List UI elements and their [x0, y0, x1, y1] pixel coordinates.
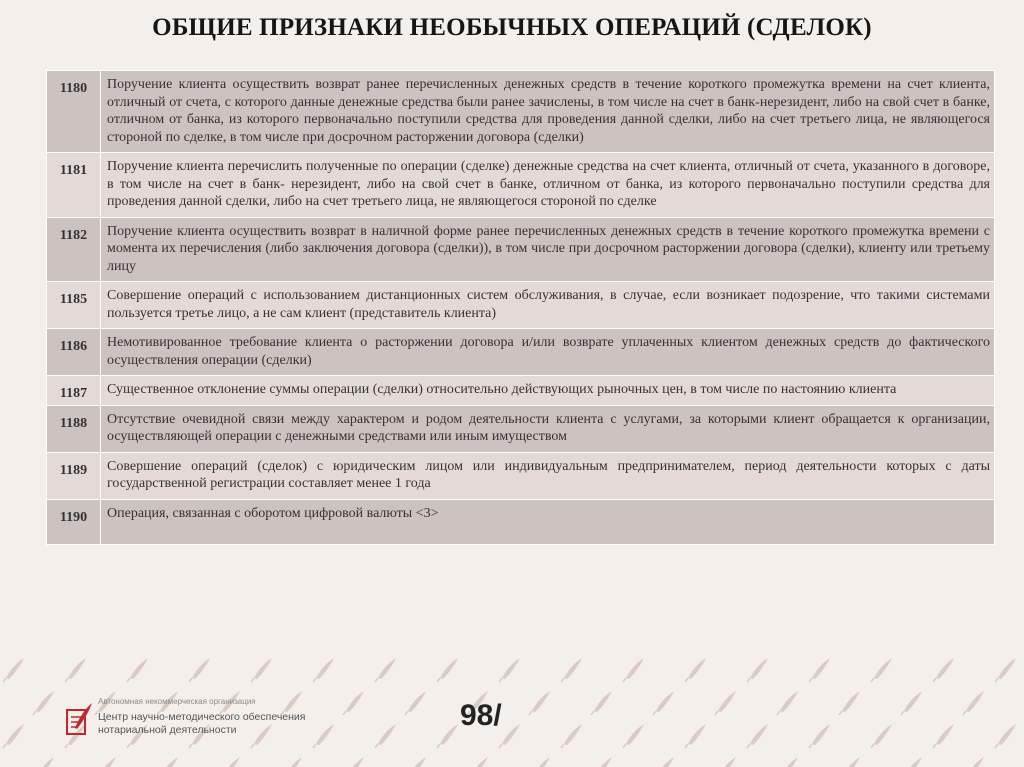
quill-pen-icon — [343, 757, 364, 767]
quill-pen-icon — [3, 658, 24, 682]
quill-pen-icon — [375, 658, 396, 682]
quill-pen-icon — [653, 757, 674, 767]
quill-pen-icon — [281, 757, 302, 767]
quill-pen-icon — [963, 691, 984, 715]
quill-pen-icon — [871, 658, 892, 682]
quill-pen-icon — [437, 658, 458, 682]
quill-pen-icon — [653, 691, 674, 715]
quill-pen-icon — [963, 757, 984, 767]
operation-description: Существенное отклонение суммы операции (сделки) относительно действующих рыночных цен, в том числе по настоянию клиента — [101, 376, 995, 406]
operation-code: 1185 — [47, 282, 101, 329]
page-title: ОБЩИЕ ПРИЗНАКИ НЕОБЫЧНЫХ ОПЕРАЦИЙ (СДЕЛОК) — [152, 14, 872, 41]
operation-code: 1181 — [47, 153, 101, 218]
operation-description: Операция, связанная с оборотом цифровой валюты <3> — [101, 499, 995, 544]
quill-pen-icon — [251, 658, 272, 682]
quill-pen-icon — [157, 757, 178, 767]
quill-pen-icon — [623, 658, 644, 682]
notary-document-quill-icon — [65, 702, 93, 736]
operation-description: Совершение операций (сделок) с юридическим лицом или индивидуальным предпринимателем, период деятельности которых с даты государственной регистрации составляет менее 1 года — [101, 452, 995, 499]
operation-description: Немотивированное требование клиента о расторжении договора и/или возврате уплаченных клиентом денежных средств до фактического осуществления операции (сделки) — [101, 329, 995, 376]
quill-pen-icon — [995, 724, 1016, 748]
quill-pen-icon — [33, 691, 54, 715]
operation-description: Отсутствие очевидной связи между характером и родом деятельности клиента с услугами, за которыми клиент обращается к организации, осуществляющей операции с денежными средствами или иным имуществом — [101, 405, 995, 452]
table-row — [47, 376, 995, 406]
page-number: 98/ — [460, 699, 502, 732]
operation-code: 1188 — [47, 405, 101, 452]
operation-code: 1180 — [47, 71, 101, 153]
table-row — [47, 452, 995, 499]
quill-pen-icon — [995, 658, 1016, 682]
quill-pen-icon — [591, 757, 612, 767]
quill-pen-icon — [715, 691, 736, 715]
quill-pen-icon — [189, 658, 210, 682]
operation-code: 1190 — [47, 499, 101, 544]
quill-pen-icon — [901, 691, 922, 715]
table-row — [47, 71, 995, 153]
quill-pen-icon — [499, 724, 520, 748]
quill-pen-icon — [467, 757, 488, 767]
organization-type: Автономная некоммерческая организация — [98, 697, 256, 706]
quill-pen-icon — [127, 658, 148, 682]
quill-pen-icon — [933, 658, 954, 682]
operation-code: 1189 — [47, 452, 101, 499]
quill-pen-icon — [715, 757, 736, 767]
operation-description: Поручение клиента перечислить полученные по операции (сделке) денежные средства на счет клиента, отличный от счета, указанного в договоре, в том числе на счет в банк- нерезидент, либо на свой счет в банке, отличном от банка, из которого первоначально поступили средства для проведения данной сделки, либо на счет третьего лица, не являющегося стороной по сделке — [101, 153, 995, 218]
quill-pen-icon — [933, 724, 954, 748]
operation-description: Поручение клиента осуществить возврат ранее перечисленных денежных средств в течение короткого промежутка времени на счет клиента, отличный от счета, с которого данные денежные средства были ранее зачислены, в том числе на счет в банк-нерезидент, либо на свой счет в банке, отличном от банка, из которого первоначально поступили средства для проведения данной сделки, либо на счет третьего лица, не являющегося стороной по сделке, в том числе при досрочном расторжении договора (сделки) — [101, 71, 995, 153]
table-row — [47, 282, 995, 329]
quill-pen-icon — [685, 658, 706, 682]
quill-pen-icon — [437, 724, 458, 748]
quill-pen-icon — [747, 724, 768, 748]
organization-logo — [65, 694, 365, 742]
quill-pen-icon — [561, 658, 582, 682]
quill-pen-icon — [529, 757, 550, 767]
quill-pen-icon — [871, 724, 892, 748]
quill-pen-icon — [405, 757, 426, 767]
quill-pen-icon — [623, 724, 644, 748]
table-row — [47, 329, 995, 376]
organization-name-line2: нотариальной деятельности — [98, 723, 237, 736]
quill-pen-icon — [685, 724, 706, 748]
operation-description: Поручение клиента осуществить возврат в наличной форме ранее перечисленных денежных средств в течение короткого промежутка времени с момента их перечисления (либо заключения договора (сделки)), в том числе при досрочном расторжении договора (сделки), клиенту или третьему лицу — [101, 217, 995, 282]
table-row — [47, 153, 995, 218]
quill-pen-icon — [561, 724, 582, 748]
unusual-operations-table — [46, 70, 995, 545]
quill-pen-icon — [529, 691, 550, 715]
quill-pen-icon — [499, 658, 520, 682]
quill-pen-icon — [95, 757, 116, 767]
quill-pen-icon — [777, 757, 798, 767]
quill-pen-icon — [313, 658, 334, 682]
quill-pen-icon — [375, 724, 396, 748]
quill-pen-icon — [3, 724, 24, 748]
quill-pen-icon — [591, 691, 612, 715]
quill-pen-icon — [839, 691, 860, 715]
quill-pen-icon — [219, 757, 240, 767]
quill-pen-icon — [809, 658, 830, 682]
organization-name-line1: Центр научно-методического обеспечения — [98, 711, 306, 723]
quill-pen-icon — [901, 757, 922, 767]
operation-description: Совершение операций с использованием дистанционных систем обслуживания, в случае, если возникает подозрение, что такими системами пользуется третье лицо, а не сам клиент (представитель клиента) — [101, 282, 995, 329]
quill-pen-icon — [33, 757, 54, 767]
operation-code: 1187 — [47, 376, 101, 406]
table-row — [47, 217, 995, 282]
quill-pen-icon — [839, 757, 860, 767]
table-row — [47, 405, 995, 452]
table-row — [47, 499, 995, 544]
operation-code: 1186 — [47, 329, 101, 376]
quill-pen-icon — [809, 724, 830, 748]
quill-pen-icon — [747, 658, 768, 682]
quill-pen-icon — [405, 691, 426, 715]
quill-pen-icon — [65, 658, 86, 682]
organization-name — [98, 711, 305, 736]
operation-code: 1182 — [47, 217, 101, 282]
quill-pen-icon — [777, 691, 798, 715]
